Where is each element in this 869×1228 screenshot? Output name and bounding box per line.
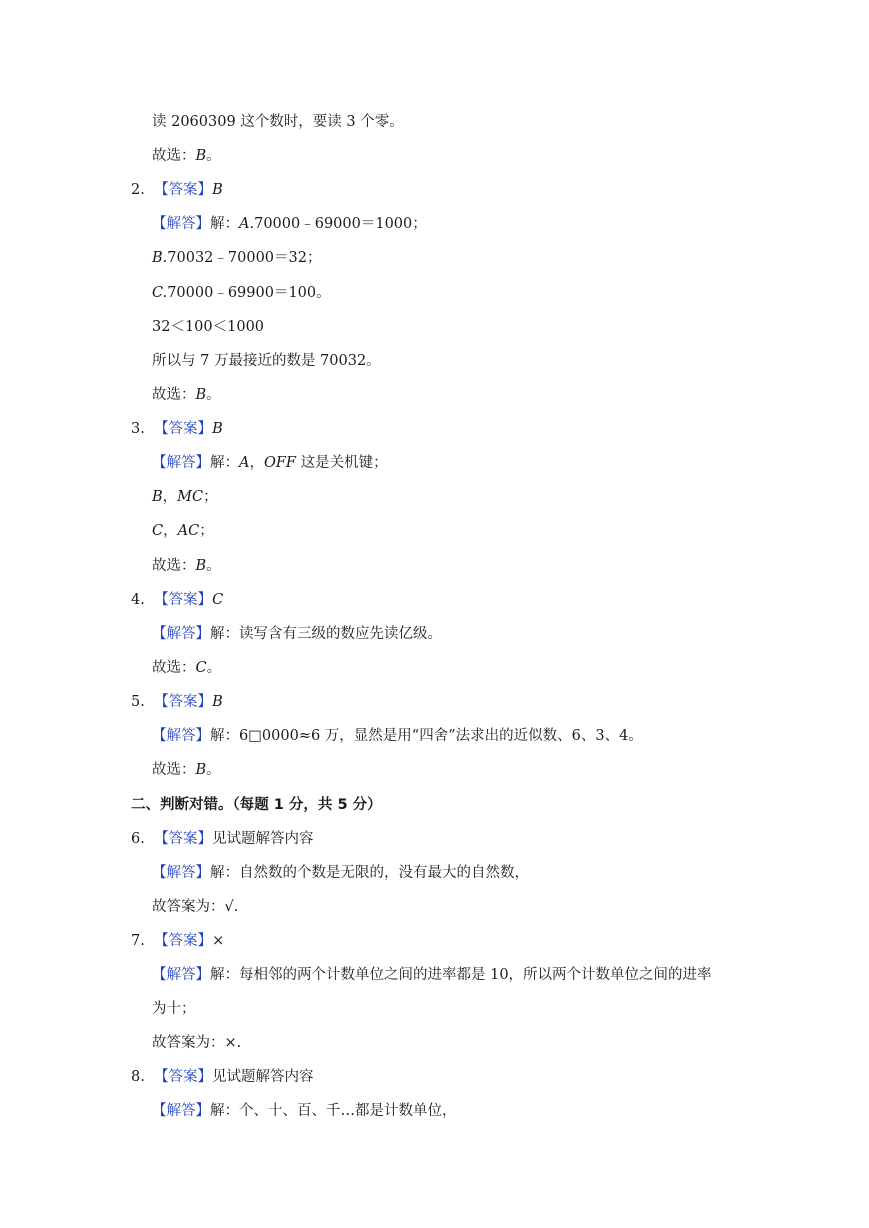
q7-solve-text: 解：每相邻的两个计数单位之间的进率都是 10，所以两个计数单位之间的进率	[210, 967, 712, 983]
q2-solve-tag: 【解答】	[152, 216, 210, 232]
text-read-zeros: 读 2060309 这个数时，要读 3 个零。	[152, 114, 404, 130]
q2-conclusion-line	[152, 351, 381, 371]
q2-option-c-line	[152, 283, 331, 303]
q7-solve-line	[152, 965, 712, 985]
q2-option-c-expr: 70000﹣69900＝100。	[167, 285, 331, 301]
q4-answer: C	[212, 592, 224, 608]
q2-answer-tag: 【答案】	[154, 182, 213, 198]
q2-choose-suffix: 。	[206, 387, 221, 403]
q3-solve-tag: 【解答】	[152, 455, 210, 471]
q3-option-c-label: C	[152, 523, 164, 539]
q5-choose-suffix: 。	[206, 762, 221, 778]
q6-solve-text: 解：自然数的个数是无限的，没有最大的自然数，	[210, 865, 529, 881]
q6-solve-tag: 【解答】	[152, 865, 210, 881]
q8-answer: 见试题解答内容	[212, 1069, 314, 1085]
q3-choose-line	[152, 556, 221, 576]
q4-solve-tag: 【解答】	[152, 626, 210, 642]
q3-option-b-key: MC	[177, 489, 204, 505]
q5-solve-tag: 【解答】	[152, 728, 210, 744]
q7-number: 7.	[131, 933, 145, 949]
q3-answer-tag: 【答案】	[154, 421, 213, 437]
q5-choose-answer: B	[195, 762, 207, 778]
q3-option-a-label: A	[239, 455, 250, 471]
q6-answer: 见试题解答内容	[212, 831, 314, 847]
q4-choose-suffix: 。	[206, 660, 222, 676]
text-line-choose-q1	[152, 146, 221, 166]
q4-choose-line	[152, 658, 221, 678]
q8-answer-line	[131, 1067, 314, 1087]
q2-option-c-label: C.	[152, 285, 168, 301]
q6-final: 故答案为：√.	[152, 899, 239, 915]
q2-compare-line	[152, 317, 264, 337]
q3-answer-line	[131, 419, 223, 439]
q3-choose-suffix: 。	[206, 558, 221, 574]
q5-answer-tag: 【答案】	[154, 694, 213, 710]
q4-solve-line	[152, 624, 442, 644]
choose-label: 故选：	[152, 148, 196, 164]
q6-number: 6.	[131, 831, 145, 847]
q2-option-b-expr: 70032﹣70000＝32；	[167, 250, 322, 266]
q3-choose-label: 故选：	[152, 558, 196, 574]
q8-solve-text: 解：个、十、百、千…都是计数单位，	[210, 1103, 457, 1119]
q2-option-b-label: B.	[152, 250, 168, 266]
q2-option-a-label: A.	[239, 216, 255, 232]
q3-choose-answer: B	[195, 558, 207, 574]
q2-solve-line	[152, 214, 427, 234]
q5-number: 5.	[131, 694, 145, 710]
q3-option-b-label: B	[152, 489, 163, 505]
q2-compare: 32＜100＜1000	[152, 319, 265, 335]
q3-number: 3.	[131, 421, 145, 437]
q2-choose-answer: B	[195, 387, 207, 403]
q4-solve-text: 解：读写含有三级的数应先读亿级。	[210, 626, 442, 642]
q4-choose-answer: C	[195, 660, 207, 676]
q3-answer: B	[212, 421, 223, 437]
q8-solve-tag: 【解答】	[152, 1103, 210, 1119]
q4-answer-line	[131, 590, 223, 610]
q2-choose-label: 故选：	[152, 387, 196, 403]
q5-solve-line	[152, 726, 643, 746]
q3-option-a-sep: ，	[249, 455, 264, 471]
q7-final: 故答案为：×.	[152, 1035, 242, 1051]
section-heading	[131, 795, 382, 815]
q7-solve-text-cont: 为十；	[152, 1001, 196, 1017]
q2-answer: B	[212, 182, 223, 198]
text-line-read-zeros	[152, 112, 404, 132]
choose-answer: B	[195, 148, 207, 164]
q7-answer-line	[131, 931, 224, 951]
q7-answer-tag: 【答案】	[154, 933, 213, 949]
section-title: 二、判断对错。（每题 1 分，共 5 分）	[131, 797, 382, 813]
q2-choose-line	[152, 385, 221, 405]
q8-answer-tag: 【答案】	[154, 1069, 213, 1085]
q6-solve-line	[152, 863, 529, 883]
q2-option-b-line	[152, 248, 321, 268]
q7-solve-cont-line	[152, 999, 196, 1019]
q3-option-b-sep: ，	[162, 489, 178, 505]
q4-choose-label: 故选：	[152, 660, 196, 676]
q2-conclusion: 所以与 7 万最接近的数是 70032。	[152, 353, 381, 369]
q3-option-c-key: AC	[177, 523, 200, 539]
q5-answer-line	[131, 692, 223, 712]
q7-final-line	[152, 1033, 241, 1053]
q6-answer-tag: 【答案】	[154, 831, 213, 847]
q3-option-c-sep: ，	[163, 523, 178, 539]
q3-option-a-text: 这是关机键；	[296, 455, 388, 471]
q2-option-a-expr: 70000﹣69000＝1000；	[254, 216, 427, 232]
q3-solve-line	[152, 453, 388, 473]
q2-answer-line	[131, 180, 223, 200]
q5-choose-label: 故选：	[152, 762, 196, 778]
q3-option-c-line	[152, 521, 214, 541]
q5-choose-line	[152, 760, 221, 780]
q5-solve-text: 解：6□0000≈6 万，显然是用“四舍”法求出的近似数、6、3、4。	[210, 728, 643, 744]
q3-option-a-key: OFF	[263, 455, 296, 471]
q5-answer: B	[212, 694, 223, 710]
q2-solve-lead: 解：	[210, 216, 239, 232]
q3-option-c-end: ；	[199, 523, 214, 539]
q6-answer-line	[131, 829, 314, 849]
q8-solve-line	[152, 1101, 457, 1121]
q4-number: 4.	[131, 592, 145, 608]
q8-number: 8.	[131, 1069, 145, 1085]
q7-solve-tag: 【解答】	[152, 967, 210, 983]
q3-solve-lead: 解：	[210, 455, 239, 471]
q3-option-b-end: ；	[203, 489, 218, 505]
q4-answer-tag: 【答案】	[154, 592, 213, 608]
choose-suffix: 。	[206, 148, 221, 164]
q3-option-b-line	[152, 487, 218, 507]
q7-answer: ×	[212, 933, 225, 949]
q2-number: 2.	[131, 182, 145, 198]
q6-final-line	[152, 897, 238, 917]
